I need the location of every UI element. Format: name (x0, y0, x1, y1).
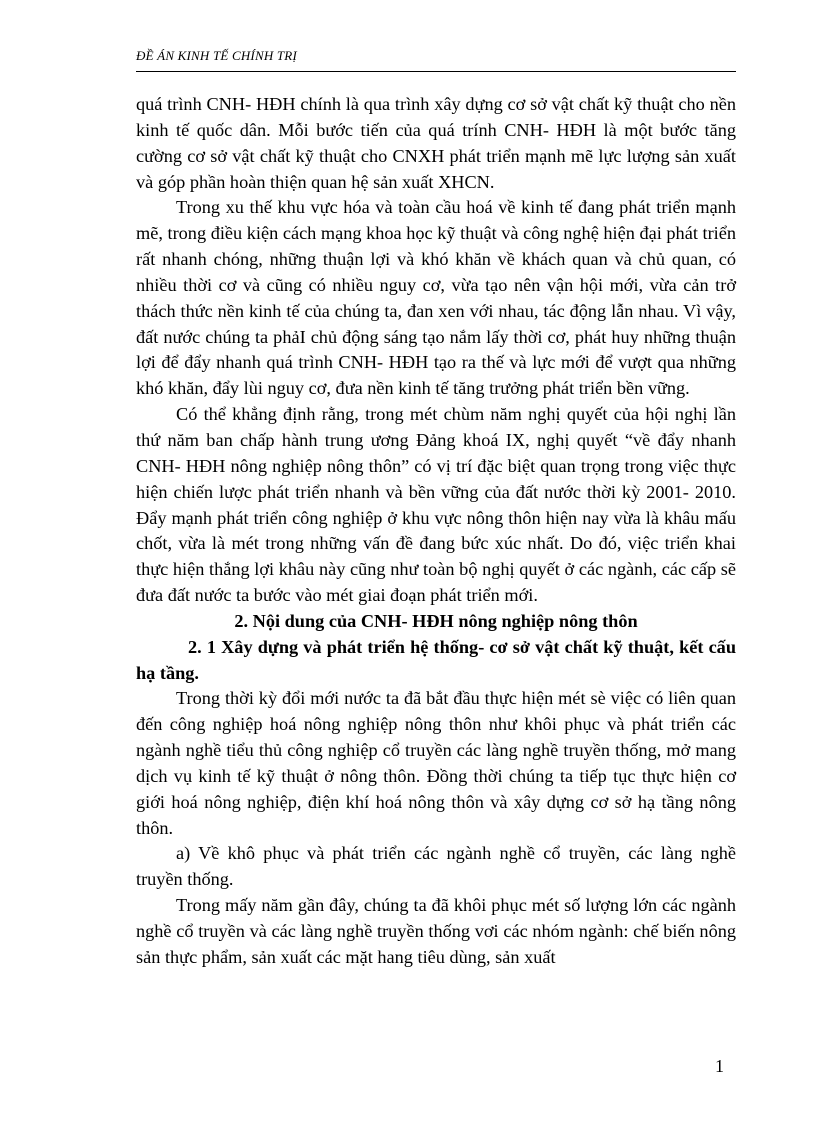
paragraph-renovation: Trong thời kỳ đổi mới nước ta đã bắt đầu thực hiện mét sè việc có liên quan đến công nghiệp hoá nông nghiệp nông thôn như khôi phục và phát triển các ngành nghề tiểu thủ công nghiệp cổ truyền các làng nghề truyền thống, mở mang dịch vụ kinh tế kỹ thuật ở nông thôn. Đồng thời chúng ta tiếp tục thực hiện cơ giới hoá nông nghiệp, điện khí hoá nông thôn và xây dựng cơ sở hạ tầng nông thôn. (136, 688, 736, 838)
header-rule (136, 71, 736, 72)
document-body (136, 92, 736, 971)
paragraph-resolution: Có thể khẳng định rằng, trong mét chùm năm nghị quyết của hội nghị lần thứ năm ban chấp hành trung ương Đảng khoá IX, nghị quyết “về đẩy nhanh CNH- HĐH nông nghiệp nông thôn” có vị trí đặc biệt quan trọng trong việc thực hiện chiến lược phát triển nhanh và bền vững của đất nước thời kỳ 2001- 2010. Đẩy mạnh phát triển công nghiệp ở khu vực nông thôn hiện nay vừa là khâu mấu chốt, vừa là mét trong những vấn đề đang bức xúc nhất. Do đó, việc triển khai thực hiện thắng lợi khâu này cũng như toàn bộ nghị quyết ở các ngành, các cấp sẽ đưa đất nước ta bước vào mét giai đoạn phát triển mới. (136, 404, 736, 606)
page-number: 1 (715, 1056, 724, 1076)
section-heading: 2. Nội dung của CNH- HĐH nông nghiệp nông thôn (234, 610, 638, 631)
running-header: ĐỀ ÁN KINH TẾ CHÍNH TRỊ (136, 48, 297, 63)
paragraph-globalization: Trong xu thế khu vực hóa và toàn cầu hoá về kinh tế đang phát triển mạnh mẽ, trong điều kiện cách mạng khoa học kỹ thuật và công nghệ hiện đại phát triển rất nhanh chóng, những thuận lợi và khó khăn về khách quan và chủ quan, có nhiều thời cơ và cũng có nhiều nguy cơ, vừa tạo nên vận hội mới, vừa cản trở thách thức nền kinh tế của chúng ta, đan xen với nhau, tác động lẫn nhau. Vì vậy, đất nước chúng ta phảI chủ động sáng tạo nắm lấy thời cơ, phát huy những thuận lợi để đẩy nhanh quá trình CNH- HĐH tạo ra thế và lực mới để vượt qua những khó khăn, đẩy lùi nguy cơ, đưa nền kinh tế tăng trưởng phát triển bền vững. (136, 197, 736, 399)
subsection-heading: 2. 1 Xây dựng và phát triển hệ thống- cơ sở vật chất kỹ thuật, kết cấu hạ tầng. (136, 636, 736, 683)
paragraph-item-a: a) Về khô phục và phát triển các ngành nghề cổ truyền, các làng nghề truyền thống. (136, 843, 736, 890)
paragraph-continuation: quá trình CNH- HĐH chính là qua trình xây dựng cơ sở vật chất kỹ thuật cho nền kinh tế quốc dân. Mỗi bước tiến của quá trính CNH- HĐH là một bước tăng cường cơ sở vật chất kỹ thuật cho CNXH phát triển mạnh mẽ lực lượng sản xuất và góp phần hoàn thiện quan hệ sản xuất XHCN. (136, 94, 736, 192)
paragraph-crafts: Trong mấy năm gần đây, chúng ta đã khôi phục mét số lượng lớn các ngành nghề cổ truyền và các làng nghề truyền thống vơi các nhóm ngành: chế biến nông sản thực phẩm, sản xuất các mặt hang tiêu dùng, sản xuất (136, 895, 736, 967)
